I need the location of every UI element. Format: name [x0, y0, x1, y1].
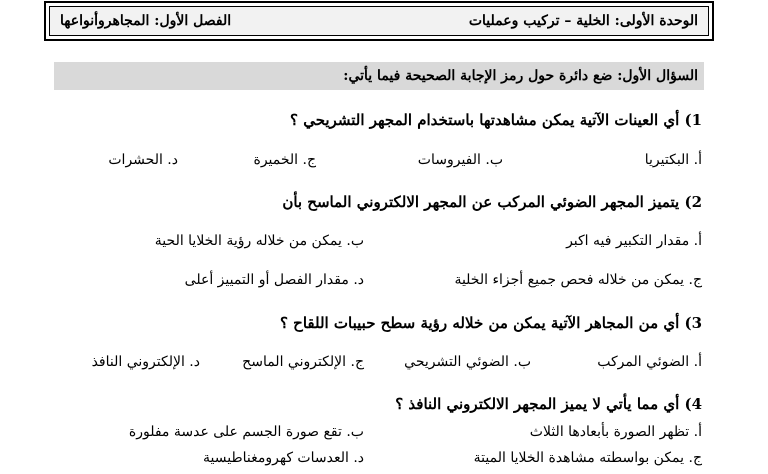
chapter-title: الفصل الأول: المجاهروأنواعها [60, 13, 232, 29]
q2-option-b: ب. يمكن من خلاله رؤية الخلايا الحية [154, 233, 364, 249]
question-2: 2) يتميز المجهر الضوئي المركب عن المجهر الالكتروني الماسح بأن [282, 193, 702, 211]
q1-option-c: ج. الخميرة [253, 152, 316, 168]
q3-option-a: أ. الضوئي المركب [597, 354, 702, 370]
q2-option-c: ج. يمكن من خلاله فحص جميع أجزاء الخلية [454, 272, 702, 288]
question-3: 3) أي من المجاهر الآتية يمكن من خلاله رؤية سطح حبيبات اللقاح ؟ [279, 314, 702, 332]
q4-option-d: د. العدسات كهرومغناطيسية [203, 450, 364, 466]
section-title: السؤال الأول: ضع دائرة حول رمز الإجابة الصحيحة فيما يأتي: [343, 68, 698, 84]
q1-option-d: د. الحشرات [108, 152, 178, 168]
question-1: 1) أي العينات الآتية يمكن مشاهدتها باستخدام المجهر التشريحي ؟ [290, 111, 702, 129]
unit-title: الوحدة الأولى: الخلية – تركيب وعمليات [468, 13, 698, 29]
q1-option-a: أ. البكتيريا [644, 152, 702, 168]
question-4: 4) أي مما يأتي لا يميز المجهر الالكتروني النافذ ؟ [395, 395, 702, 413]
q4-option-b: ب. تقع صورة الجسم على عدسة مفلورة [128, 424, 364, 440]
q4-option-c: ج. يمكن بواسطته مشاهدة الخلايا الميتة [473, 450, 702, 466]
q3-option-b: ب. الضوئي التشريحي [404, 354, 531, 370]
q1-option-b: ب. الفيروسات [417, 152, 503, 168]
q3-option-d: د. الإلكتروني النافذ [91, 354, 200, 370]
q2-option-a: أ. مقدار التكبير فيه اكبر [566, 233, 702, 249]
section-title-bar [54, 62, 704, 90]
q3-option-c: ج. الإلكتروني الماسح [242, 354, 364, 370]
header-box [44, 1, 714, 41]
q4-option-a: أ. تظهر الصورة بأبعادها الثلاث [529, 424, 702, 440]
q2-option-d: د. مقدار الفصل أو التمييز أعلى [184, 272, 364, 288]
header-inner [49, 6, 709, 36]
